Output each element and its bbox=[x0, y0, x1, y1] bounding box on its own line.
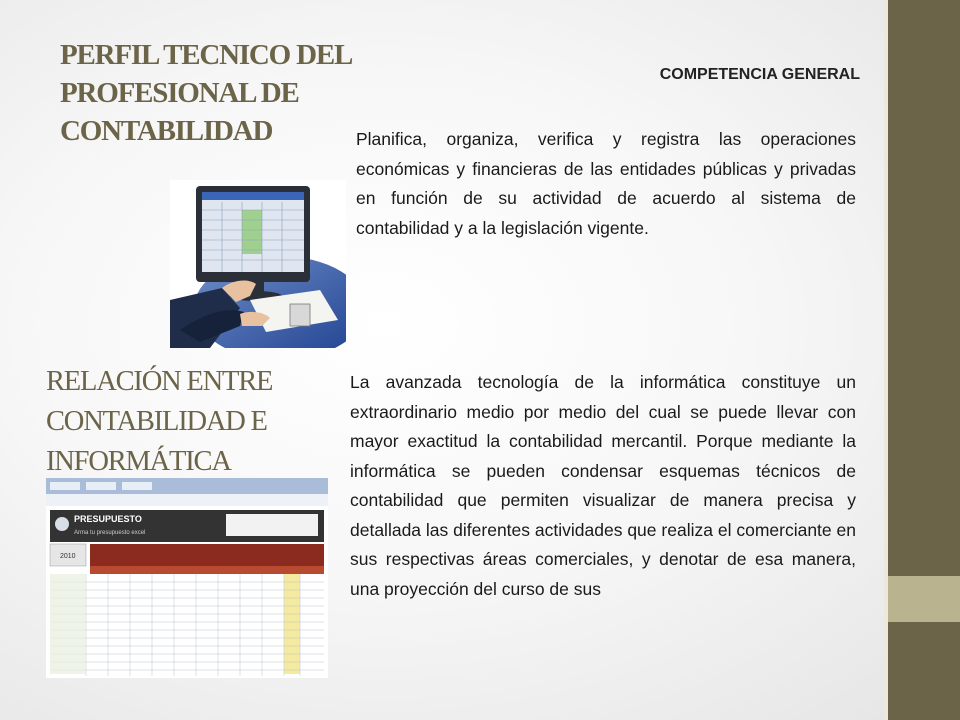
side-accent-block bbox=[888, 576, 960, 622]
slide-title-relacion: RELACIÓN ENTRE CONTABILIDAD E INFORMÁTICA bbox=[46, 366, 273, 477]
spreadsheet-subtitle-text: Arma tu presupuesto excel bbox=[74, 530, 146, 536]
competencia-paragraph: Planifica, organiza, verifica y registra las operaciones económicas y financieras de las entidades públicas y privadas en función de su actividad de acuerdo al sistema de contabilidad y a la legislación vigente. bbox=[356, 129, 856, 238]
computer-hands-image bbox=[170, 180, 346, 348]
competencia-heading: COMPETENCIA GENERAL bbox=[659, 66, 860, 83]
relacion-paragraph: La avanzada tecnología de la informática constituye un extraordinario medio por medio del cual se puede llevar con mayor exactitud la contabilidad mercantil. Porque mediante la informática se pueden condensar esquemas técnicos de contabilidad que permiten visualizar de manera precisa y detallada las diferentes actividades que realiza el comerciante en sus respectivas áreas comerciales, y denotar de esa manera, una proyección del curso de sus bbox=[350, 372, 856, 599]
spreadsheet-title-text: PRESUPUESTO bbox=[74, 514, 142, 524]
slide-title-perfil: PERFIL TECNICO DEL PROFESIONAL DE CONTABILIDAD bbox=[60, 39, 351, 147]
spreadsheet-year-text: 2010 bbox=[60, 553, 76, 560]
spreadsheet-image bbox=[46, 478, 328, 678]
